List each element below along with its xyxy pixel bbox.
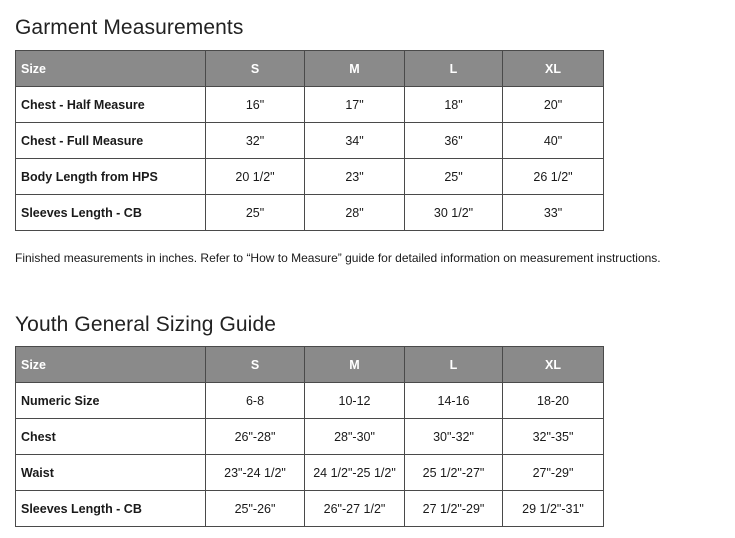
header-cell-l: L [405, 51, 503, 87]
table-cell: 16" [206, 87, 305, 123]
header-cell-xl: XL [503, 347, 604, 383]
table-cell: 40" [503, 123, 604, 159]
table-cell: 26"-27 1/2" [305, 491, 405, 527]
header-cell-s: S [206, 347, 305, 383]
table-cell: 27 1/2"-29" [405, 491, 503, 527]
garment-measurements-table [15, 50, 604, 231]
table-cell: 17" [305, 87, 405, 123]
header-cell-size: Size [16, 51, 206, 87]
table-cell: 32"-35" [503, 419, 604, 455]
table-cell: 33" [503, 195, 604, 231]
table-row [16, 419, 604, 455]
table-row [16, 455, 604, 491]
table-cell: 25 1/2"-27" [405, 455, 503, 491]
table-cell: 30"-32" [405, 419, 503, 455]
table-cell: 32" [206, 123, 305, 159]
row-label: Body Length from HPS [16, 159, 206, 195]
table-cell: 23" [305, 159, 405, 195]
table-header-row [16, 51, 604, 87]
table-cell: 28"-30" [305, 419, 405, 455]
table-cell: 36" [405, 123, 503, 159]
table-row [16, 87, 604, 123]
table-cell: 26"-28" [206, 419, 305, 455]
table-cell: 18" [405, 87, 503, 123]
header-cell-l: L [405, 347, 503, 383]
header-cell-m: M [305, 347, 405, 383]
table-row [16, 383, 604, 419]
table-cell: 6-8 [206, 383, 305, 419]
row-label: Chest [16, 419, 206, 455]
table-cell: 23"-24 1/2" [206, 455, 305, 491]
table-cell: 24 1/2"-25 1/2" [305, 455, 405, 491]
youth-sizing-guide-title: Youth General Sizing Guide [15, 313, 276, 336]
table-cell: 18-20 [503, 383, 604, 419]
table-cell: 25"-26" [206, 491, 305, 527]
measurement-note: Finished measurements in inches. Refer to “How to Measure” guide for detailed information on measurement instructions. [15, 251, 661, 265]
table-row [16, 123, 604, 159]
table-cell: 29 1/2"-31" [503, 491, 604, 527]
table-cell: 25" [405, 159, 503, 195]
row-label: Sleeves Length - CB [16, 491, 206, 527]
row-label: Sleeves Length - CB [16, 195, 206, 231]
table-header-row [16, 347, 604, 383]
row-label: Numeric Size [16, 383, 206, 419]
header-cell-s: S [206, 51, 305, 87]
table-cell: 20 1/2" [206, 159, 305, 195]
table-row [16, 491, 604, 527]
table-cell: 20" [503, 87, 604, 123]
table-cell: 30 1/2" [405, 195, 503, 231]
header-cell-xl: XL [503, 51, 604, 87]
table-cell: 28" [305, 195, 405, 231]
garment-measurements-title: Garment Measurements [15, 16, 244, 39]
table-cell: 14-16 [405, 383, 503, 419]
table-cell: 27"-29" [503, 455, 604, 491]
table-cell: 25" [206, 195, 305, 231]
row-label: Chest - Half Measure [16, 87, 206, 123]
row-label: Chest - Full Measure [16, 123, 206, 159]
header-cell-m: M [305, 51, 405, 87]
table-row [16, 159, 604, 195]
table-cell: 10-12 [305, 383, 405, 419]
header-cell-size: Size [16, 347, 206, 383]
row-label: Waist [16, 455, 206, 491]
youth-sizing-table [15, 346, 604, 527]
table-row [16, 195, 604, 231]
table-cell: 26 1/2" [503, 159, 604, 195]
table-cell: 34" [305, 123, 405, 159]
